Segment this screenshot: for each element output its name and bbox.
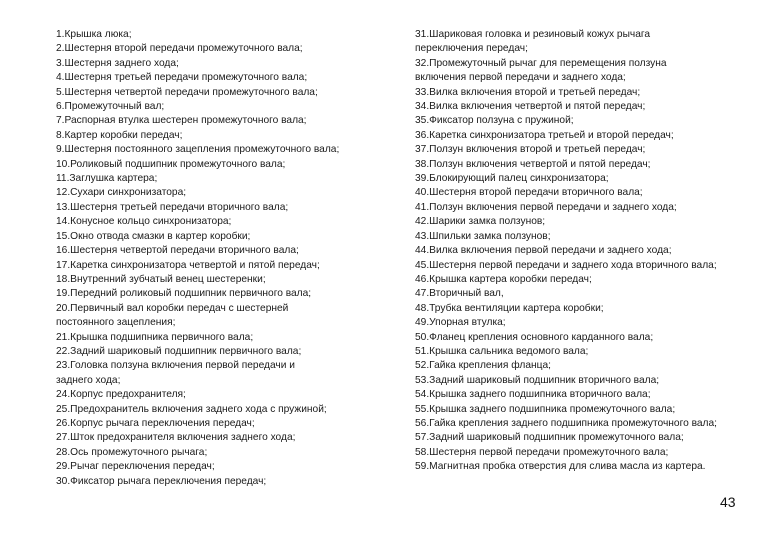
list-item: 24.Корпус предохранителя; — [56, 389, 186, 401]
list-item: 10.Роликовый подшипник промежуточного вала; — [56, 158, 286, 170]
list-item: 32.Промежуточный рычаг для перемещения ползуна — [415, 57, 667, 69]
list-item: 31.Шариковая головка и резиновый кожух рычага — [415, 29, 651, 40]
list-item: 3.Шестерня заднего хода; — [56, 57, 179, 69]
left-parts-list — [56, 28, 396, 489]
list-item: 1.Крышка люка; — [56, 29, 132, 40]
list-item: 56.Гайка крепления заднего подшипника промежуточного вала; — [415, 417, 717, 429]
list-item: 27.Шток предохранителя включения заднего хода; — [56, 432, 296, 444]
list-item: постоянного зацепления; — [56, 317, 176, 329]
list-item: 5.Шестерня четвертой передачи промежуточного вала; — [56, 86, 318, 98]
list-item: 19.Передний роликовый подшипник первичного вала; — [56, 288, 312, 300]
list-item: 36.Каретка синхронизатора третьей и второй передач; — [415, 129, 674, 141]
list-item: 34.Вилка включения четвертой и пятой передач; — [415, 101, 646, 113]
list-item: 54.Крышка заднего подшипника вторичного вала; — [415, 389, 651, 401]
list-item: 4.Шестерня третьей передачи промежуточного вала; — [56, 72, 308, 84]
list-item: 40.Шестерня второй передачи вторичного вала; — [415, 187, 643, 199]
list-item: 8.Картер коробки передач; — [56, 129, 183, 141]
list-item: 53.Задний шариковый подшипник вторичного вала; — [415, 374, 660, 386]
list-item: 16.Шестерня четвертой передачи вторичного вала; — [56, 245, 299, 257]
list-item: 46.Крышка картера коробки передач; — [415, 273, 592, 285]
list-item: 48.Трубка вентиляции картера коробки; — [415, 302, 604, 314]
list-item: 14.Конусное кольцо синхронизатора; — [56, 216, 232, 228]
list-item: заднего хода; — [56, 374, 121, 386]
list-item: 28.Ось промежуточного рычага; — [56, 446, 208, 458]
list-item: 42.Шарики замка ползунов; — [415, 216, 546, 228]
list-item: 33.Вилка включения второй и третьей передач; — [415, 86, 641, 98]
list-item: 12.Сухари синхронизатора; — [56, 187, 187, 199]
list-item: 45.Шестерня первой передачи и заднего хода вторичного вала; — [415, 259, 717, 271]
list-item: 17.Каретка синхронизатора четвертой и пятой передач; — [56, 259, 320, 271]
list-item: 30.Фиксатор рычага переключения передач; — [56, 475, 267, 487]
list-item: 58.Шестерня первой передачи промежуточного вала; — [415, 446, 669, 458]
list-item: 57.Задний шариковый подшипник промежуточного вала; — [415, 432, 684, 444]
list-item: включения первой передачи и заднего хода; — [415, 72, 626, 84]
list-item: 37.Ползун включения второй и третьей передач; — [415, 144, 646, 156]
list-item: 22.Задний шариковый подшипник первичного вала; — [56, 345, 302, 357]
list-item: 11.Заглушка картера; — [56, 173, 158, 185]
list-item: 44.Вилка включения первой передачи и заднего хода; — [415, 245, 672, 257]
list-item: 7.Распорная втулка шестерен промежуточного вала; — [56, 115, 307, 127]
list-item: 25.Предохранитель включения заднего хода с пружиной; — [56, 403, 327, 415]
list-item: 50.Фланец крепления основного карданного вала; — [415, 331, 654, 343]
list-item: 55.Крышка заднего подшипника промежуточного вала; — [415, 403, 676, 415]
list-item: 6.Промежуточный вал; — [56, 101, 165, 113]
page-number: 43 — [720, 494, 736, 510]
list-item: 13.Шестерня третьей передачи вторичного вала; — [56, 201, 289, 213]
list-item: 15.Окно отвода смазки в картер коробки; — [56, 230, 251, 242]
list-item: 35.Фиксатор ползуна с пружиной; — [415, 115, 574, 127]
list-item: 49.Упорная втулка; — [415, 317, 506, 329]
list-item: 23.Головка ползуна включения первой передачи и — [56, 360, 295, 372]
list-item: 26.Корпус рычага переключения передач; — [56, 417, 255, 429]
list-item: 38.Ползун включения четвертой и пятой передач; — [415, 158, 651, 170]
right-parts-list — [415, 28, 773, 475]
list-item: 52.Гайка крепления фланца; — [415, 360, 551, 372]
list-item: 18.Внутренний зубчатый венец шестеренки; — [56, 273, 266, 285]
list-item: 43.Шпильки замка ползунов; — [415, 230, 551, 242]
list-item: 39.Блокирующий палец синхронизатора; — [415, 173, 609, 185]
list-item: 9.Шестерня постоянного зацепления промежуточного вала; — [56, 144, 340, 156]
list-item: 51.Крышка сальника ведомого вала; — [415, 345, 589, 357]
list-item: 2.Шестерня второй передачи промежуточного вала; — [56, 43, 303, 55]
list-item: 20.Первичный вал коробки передач с шестерней — [56, 302, 289, 314]
list-item: 59.Магнитная пробка отверстия для слива масла из картера. — [415, 461, 706, 473]
list-item: 47.Вторичный вал, — [415, 288, 504, 300]
list-item: переключения передач; — [415, 43, 528, 55]
list-item: 21.Крышка подшипника первичного вала; — [56, 331, 254, 343]
list-item: 29.Рычаг переключения передач; — [56, 461, 215, 473]
list-item: 41.Ползун включения первой передачи и заднего хода; — [415, 201, 677, 213]
